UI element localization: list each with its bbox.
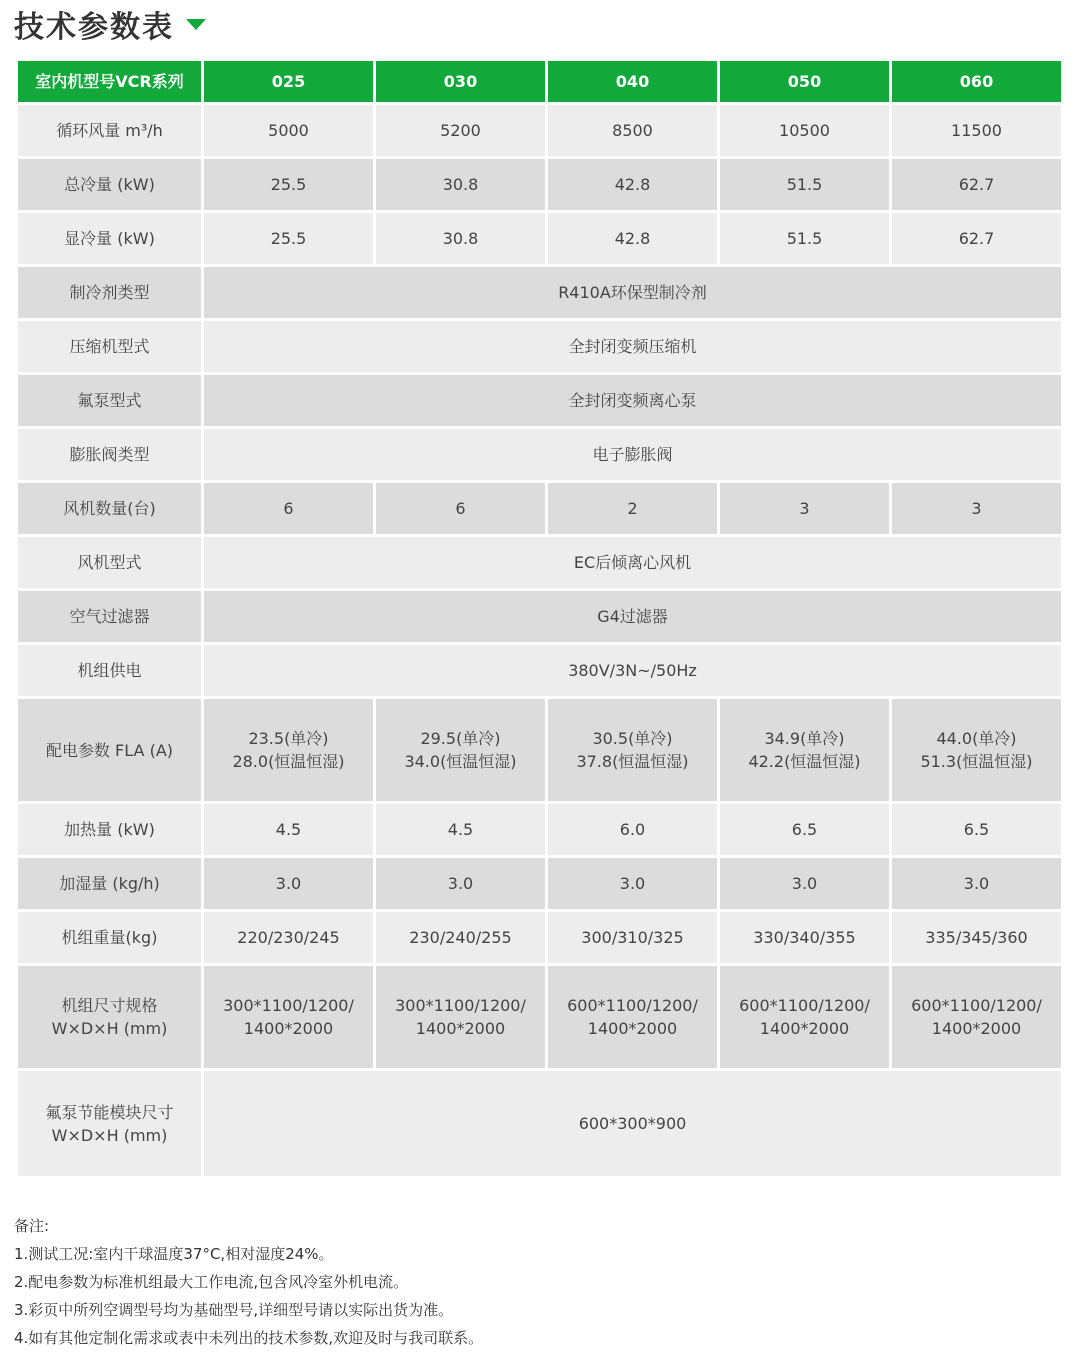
row-label: 制冷剂类型 bbox=[18, 267, 201, 318]
row-label: 空气过滤器 bbox=[18, 591, 201, 642]
table-cell: 25.5 bbox=[204, 213, 373, 264]
merged-cell: 380V/3N~/50Hz bbox=[204, 645, 1061, 696]
row-label: 风机型式 bbox=[18, 537, 201, 588]
header-model-025: 025 bbox=[204, 61, 373, 102]
cell-line: 34.0(恒温恒湿) bbox=[404, 752, 517, 771]
table-cell: 30.8 bbox=[376, 213, 545, 264]
row-label: 膨胀阀类型 bbox=[18, 429, 201, 480]
table-row bbox=[18, 912, 1061, 963]
table-cell bbox=[548, 699, 717, 801]
table-cell bbox=[720, 966, 889, 1068]
row-label-line: 氟泵节能模块尺寸 bbox=[45, 1102, 174, 1122]
table-row bbox=[18, 699, 1061, 801]
cell-line: 23.5(单冷) bbox=[248, 729, 329, 748]
table-cell: 6 bbox=[376, 483, 545, 534]
cell-line: 1400*2000 bbox=[587, 1019, 678, 1038]
merged-cell: 全封闭变频离心泵 bbox=[204, 375, 1061, 426]
table-cell: 3.0 bbox=[376, 858, 545, 909]
table-cell bbox=[720, 699, 889, 801]
notes-heading: 备注: bbox=[14, 1217, 50, 1235]
row-label: 循环风量 m³/h bbox=[18, 105, 201, 156]
table-cell: 2 bbox=[548, 483, 717, 534]
cell-line: 42.2(恒温恒湿) bbox=[748, 752, 861, 771]
note-item: 1.测试工况:室内干球温度37°C,相对湿度24%。 bbox=[14, 1245, 334, 1263]
cell-line: 1400*2000 bbox=[243, 1019, 334, 1038]
notes bbox=[14, 1212, 483, 1352]
table-cell: 230/240/255 bbox=[376, 912, 545, 963]
row-label: 压缩机型式 bbox=[18, 321, 201, 372]
header-model-040: 040 bbox=[548, 61, 717, 102]
table-row bbox=[18, 213, 1061, 264]
note-item: 4.如有其他定制化需求或表中未列出的技术参数,欢迎及时与我司联系。 bbox=[14, 1329, 484, 1347]
note-item: 2.配电参数为标准机组最大工作电流,包含风冷室外机电流。 bbox=[14, 1273, 409, 1291]
cell-line: 600*1100/1200/ bbox=[911, 996, 1042, 1015]
cell-line: 600*1100/1200/ bbox=[567, 996, 698, 1015]
cell-line: 28.0(恒温恒湿) bbox=[232, 752, 345, 771]
header-model-series: 室内机型号VCR系列 bbox=[18, 61, 201, 102]
row-label: 配电参数 FLA (A) bbox=[18, 699, 201, 801]
merged-cell: 600*300*900 bbox=[204, 1071, 1061, 1176]
table-cell: 11500 bbox=[892, 105, 1061, 156]
cell-line: 30.5(单冷) bbox=[592, 729, 673, 748]
table-cell: 30.8 bbox=[376, 159, 545, 210]
page-title: 技术参数表 bbox=[14, 10, 174, 45]
table-cell: 330/340/355 bbox=[720, 912, 889, 963]
table-row bbox=[18, 375, 1061, 426]
table-row bbox=[18, 858, 1061, 909]
table-cell: 62.7 bbox=[892, 213, 1061, 264]
table-cell: 3.0 bbox=[720, 858, 889, 909]
table-row bbox=[18, 804, 1061, 855]
table-cell: 300/310/325 bbox=[548, 912, 717, 963]
table-cell: 5000 bbox=[204, 105, 373, 156]
row-label: 加热量 (kW) bbox=[18, 804, 201, 855]
cell-line: 34.9(单冷) bbox=[764, 729, 845, 748]
triangle-down-icon[interactable] bbox=[186, 19, 206, 30]
table-row bbox=[18, 105, 1061, 156]
row-label: 显冷量 (kW) bbox=[18, 213, 201, 264]
table-cell bbox=[548, 966, 717, 1068]
row-label: 加湿量 (kg/h) bbox=[18, 858, 201, 909]
table-cell: 3 bbox=[892, 483, 1061, 534]
table-row bbox=[18, 1071, 1061, 1176]
row-label-line: W×D×H (mm) bbox=[51, 1019, 168, 1038]
merged-cell: R410A环保型制冷剂 bbox=[204, 267, 1061, 318]
row-label-line: 机组尺寸规格 bbox=[61, 996, 158, 1015]
header-model-060: 060 bbox=[892, 61, 1061, 102]
merged-cell: EC后倾离心风机 bbox=[204, 537, 1061, 588]
table-row bbox=[18, 591, 1061, 642]
table-cell: 3.0 bbox=[892, 858, 1061, 909]
cell-line: 29.5(单冷) bbox=[420, 729, 501, 748]
table-cell: 10500 bbox=[720, 105, 889, 156]
table-cell: 6 bbox=[204, 483, 373, 534]
row-label: 机组重量(kg) bbox=[18, 912, 201, 963]
spec-table bbox=[15, 58, 1064, 1179]
cell-line: 1400*2000 bbox=[415, 1019, 506, 1038]
table-cell: 42.8 bbox=[548, 213, 717, 264]
merged-cell: G4过滤器 bbox=[204, 591, 1061, 642]
table-row bbox=[18, 429, 1061, 480]
cell-line: 1400*2000 bbox=[931, 1019, 1022, 1038]
table-cell bbox=[892, 966, 1061, 1068]
row-label: 氟泵型式 bbox=[18, 375, 201, 426]
table-header-row bbox=[18, 61, 1061, 102]
table-cell bbox=[892, 699, 1061, 801]
row-label-line: W×D×H (mm) bbox=[51, 1125, 168, 1145]
table-cell: 3 bbox=[720, 483, 889, 534]
merged-cell: 电子膨胀阀 bbox=[204, 429, 1061, 480]
table-cell: 4.5 bbox=[204, 804, 373, 855]
merged-cell: 全封闭变频压缩机 bbox=[204, 321, 1061, 372]
table-row bbox=[18, 159, 1061, 210]
table-cell: 335/345/360 bbox=[892, 912, 1061, 963]
row-label bbox=[18, 966, 201, 1068]
row-label: 机组供电 bbox=[18, 645, 201, 696]
row-label bbox=[18, 1071, 201, 1176]
header-model-030: 030 bbox=[376, 61, 545, 102]
table-cell: 5200 bbox=[376, 105, 545, 156]
table-cell: 62.7 bbox=[892, 159, 1061, 210]
table-cell: 42.8 bbox=[548, 159, 717, 210]
cell-line: 300*1100/1200/ bbox=[223, 996, 354, 1015]
table-cell: 8500 bbox=[548, 105, 717, 156]
table-cell: 4.5 bbox=[376, 804, 545, 855]
header-model-050: 050 bbox=[720, 61, 889, 102]
table-cell bbox=[204, 699, 373, 801]
table-row bbox=[18, 267, 1061, 318]
table-cell bbox=[376, 699, 545, 801]
table-cell: 3.0 bbox=[548, 858, 717, 909]
cell-line: 37.8(恒温恒湿) bbox=[576, 752, 689, 771]
title-row bbox=[14, 4, 206, 44]
table-cell: 3.0 bbox=[204, 858, 373, 909]
table-cell: 6.5 bbox=[892, 804, 1061, 855]
cell-line: 300*1100/1200/ bbox=[395, 996, 526, 1015]
table-cell: 220/230/245 bbox=[204, 912, 373, 963]
cell-line: 600*1100/1200/ bbox=[739, 996, 870, 1015]
table-cell: 6.0 bbox=[548, 804, 717, 855]
row-label: 风机数量(台) bbox=[18, 483, 201, 534]
row-label: 总冷量 (kW) bbox=[18, 159, 201, 210]
table-row bbox=[18, 483, 1061, 534]
cell-line: 51.3(恒温恒湿) bbox=[920, 752, 1033, 771]
note-item: 3.彩页中所列空调型号均为基础型号,详细型号请以实际出货为准。 bbox=[14, 1301, 454, 1319]
table-cell: 25.5 bbox=[204, 159, 373, 210]
cell-line: 1400*2000 bbox=[759, 1019, 850, 1038]
table-row bbox=[18, 321, 1061, 372]
table-cell: 6.5 bbox=[720, 804, 889, 855]
table-cell bbox=[376, 966, 545, 1068]
table-cell: 51.5 bbox=[720, 213, 889, 264]
table-cell: 51.5 bbox=[720, 159, 889, 210]
cell-line: 44.0(单冷) bbox=[936, 729, 1017, 748]
table-row bbox=[18, 966, 1061, 1068]
table-row bbox=[18, 645, 1061, 696]
table-row bbox=[18, 537, 1061, 588]
table-cell bbox=[204, 966, 373, 1068]
